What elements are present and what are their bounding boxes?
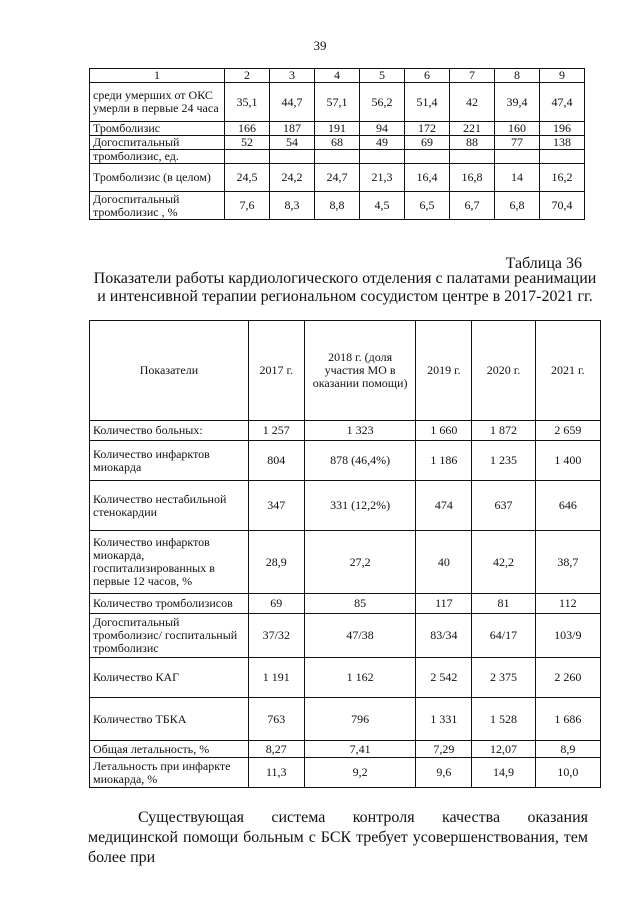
cell: 1 323 [304, 421, 416, 441]
cell: 47,4 [540, 83, 585, 122]
cell: 160 [495, 122, 540, 136]
page-number: 39 [313, 38, 327, 53]
cell [540, 150, 585, 164]
header-cell: 6 [405, 69, 450, 83]
cell: 27,2 [304, 531, 416, 594]
cell: 39,4 [495, 83, 540, 122]
table-row [90, 83, 585, 122]
cell: 68 [315, 136, 360, 150]
row-label: Тромболизис [90, 122, 225, 136]
cell: 85 [304, 594, 416, 614]
cell: 4,5 [360, 192, 405, 220]
cell: 24,2 [270, 164, 315, 192]
header-cell: 4 [315, 69, 360, 83]
row-label: Количество тромболизисов [90, 594, 249, 614]
cell: 44,7 [270, 83, 315, 122]
cell: 112 [535, 594, 600, 614]
cell: 1 235 [472, 441, 535, 481]
table-row [90, 531, 601, 594]
cell: 8,9 [535, 741, 600, 758]
cell: 12,07 [472, 741, 535, 758]
cardiology-indicators-table [89, 320, 601, 788]
cell: 1 400 [535, 441, 600, 481]
table-row [90, 758, 601, 788]
row-label: среди умерших от ОКС умерли в первые 24 часа [90, 83, 225, 122]
cell: 191 [315, 122, 360, 136]
cell: 347 [248, 481, 304, 531]
row-label: Догоспитальный [90, 136, 225, 150]
cell: 637 [472, 481, 535, 531]
header-2017: 2017 г. [248, 321, 304, 421]
cell: 763 [248, 698, 304, 741]
header-indicators: Показатели [90, 321, 249, 421]
cell: 331 (12,2%) [304, 481, 416, 531]
cell: 1 186 [416, 441, 472, 481]
cell: 2 375 [472, 658, 535, 698]
cell: 57,1 [315, 83, 360, 122]
cell: 1 872 [472, 421, 535, 441]
table-row [90, 481, 601, 531]
cell: 221 [450, 122, 495, 136]
cell: 2 542 [416, 658, 472, 698]
row-label: Количество больных: [90, 421, 249, 441]
cell: 196 [540, 122, 585, 136]
cell: 1 331 [416, 698, 472, 741]
cell: 8,3 [270, 192, 315, 220]
cell [225, 150, 270, 164]
cell: 52 [225, 136, 270, 150]
table-row [90, 658, 601, 698]
cell [360, 150, 405, 164]
row-label: тромболизис, ед. [90, 150, 225, 164]
table-row [90, 122, 585, 136]
cell: 16,8 [450, 164, 495, 192]
row-label: Количество КАГ [90, 658, 249, 698]
cell: 42,2 [472, 531, 535, 594]
row-label: Общая летальность, % [90, 741, 249, 758]
cell: 646 [535, 481, 600, 531]
header-cell: 5 [360, 69, 405, 83]
cell [450, 150, 495, 164]
cell: 9,6 [416, 758, 472, 788]
table-row [90, 136, 585, 150]
cell: 28,9 [248, 531, 304, 594]
cell: 16,4 [405, 164, 450, 192]
cell: 47/38 [304, 614, 416, 658]
cell: 1 528 [472, 698, 535, 741]
cell: 474 [416, 481, 472, 531]
table-row [90, 150, 585, 164]
table-row [90, 698, 601, 741]
header-2019: 2019 г. [416, 321, 472, 421]
header-2018: 2018 г. (доля участия МО в оказании помощи) [304, 321, 416, 421]
cell: 8,8 [315, 192, 360, 220]
continued-table [89, 68, 585, 220]
cell: 878 (46,4%) [304, 441, 416, 481]
cell: 35,1 [225, 83, 270, 122]
cell: 117 [416, 594, 472, 614]
cell: 16,2 [540, 164, 585, 192]
cell [495, 150, 540, 164]
row-label: Тромболизис (в целом) [90, 164, 225, 192]
cell: 7,29 [416, 741, 472, 758]
cell: 64/17 [472, 614, 535, 658]
cell: 51,4 [405, 83, 450, 122]
cell: 40 [416, 531, 472, 594]
cell: 81 [472, 594, 535, 614]
row-label: Количество ТБКА [90, 698, 249, 741]
table-number: Таблица 36 [505, 255, 582, 272]
cell: 56,2 [360, 83, 405, 122]
cell: 804 [248, 441, 304, 481]
cell [270, 150, 315, 164]
cell [405, 150, 450, 164]
cell: 6,8 [495, 192, 540, 220]
cell: 103/9 [535, 614, 600, 658]
table-row [90, 421, 601, 441]
cell: 21,3 [360, 164, 405, 192]
cell: 83/34 [416, 614, 472, 658]
cell: 49 [360, 136, 405, 150]
cell: 69 [248, 594, 304, 614]
cell: 7,6 [225, 192, 270, 220]
cell: 88 [450, 136, 495, 150]
header-cell: 2 [225, 69, 270, 83]
cell: 9,2 [304, 758, 416, 788]
cell: 2 659 [535, 421, 600, 441]
header-cell: 1 [90, 69, 225, 83]
cell: 54 [270, 136, 315, 150]
cell: 1 686 [535, 698, 600, 741]
header-cell: 7 [450, 69, 495, 83]
cell: 6,5 [405, 192, 450, 220]
cell: 38,7 [535, 531, 600, 594]
row-label: Количество инфарктов миокарда [90, 441, 249, 481]
cell: 1 660 [416, 421, 472, 441]
cell: 24,7 [315, 164, 360, 192]
cell: 69 [405, 136, 450, 150]
row-label: Догоспитальный тромболизис , % [90, 192, 225, 220]
cell [315, 150, 360, 164]
table-row [90, 614, 601, 658]
cell: 70,4 [540, 192, 585, 220]
cell: 796 [304, 698, 416, 741]
row-label: Догоспитальный тромболизис/ госпитальный тромболизис [90, 614, 249, 658]
table-row [90, 594, 601, 614]
cell: 94 [360, 122, 405, 136]
cell: 11,3 [248, 758, 304, 788]
row-label: Количество инфарктов миокарда, госпитализированных в первые 12 часов, % [90, 531, 249, 594]
table-row [90, 441, 601, 481]
table-header-row [90, 321, 601, 421]
header-cell: 3 [270, 69, 315, 83]
header-cell: 8 [495, 69, 540, 83]
cell: 1 191 [248, 658, 304, 698]
table-title: Показатели работы кардиологического отделения с палатами реанимации и интенсивной терапии региональном сосудистом центре в 2017-2021 гг. [93, 270, 597, 305]
cell: 8,27 [248, 741, 304, 758]
cell: 42 [450, 83, 495, 122]
cell: 7,41 [304, 741, 416, 758]
table-row [90, 741, 601, 758]
cell: 37/32 [248, 614, 304, 658]
table-row [90, 192, 585, 220]
cell: 2 260 [535, 658, 600, 698]
cell: 24,5 [225, 164, 270, 192]
table-row [90, 164, 585, 192]
cell: 6,7 [450, 192, 495, 220]
cell: 138 [540, 136, 585, 150]
cell: 10,0 [535, 758, 600, 788]
cell: 77 [495, 136, 540, 150]
cell: 187 [270, 122, 315, 136]
cell: 172 [405, 122, 450, 136]
cell: 1 257 [248, 421, 304, 441]
header-cell: 9 [540, 69, 585, 83]
cell: 14,9 [472, 758, 535, 788]
cell: 166 [225, 122, 270, 136]
row-label: Летальность при инфаркте миокарда, % [90, 758, 249, 788]
header-2020: 2020 г. [472, 321, 535, 421]
cell: 1 162 [304, 658, 416, 698]
table-header-row [90, 69, 585, 83]
row-label: Количество нестабильной стенокардии [90, 481, 249, 531]
cell: 14 [495, 164, 540, 192]
header-2021: 2021 г. [535, 321, 600, 421]
body-paragraph: Существующая система контроля качества оказания медицинской помощи больным с БСК требует усовершенствования, тем более при [88, 809, 588, 866]
